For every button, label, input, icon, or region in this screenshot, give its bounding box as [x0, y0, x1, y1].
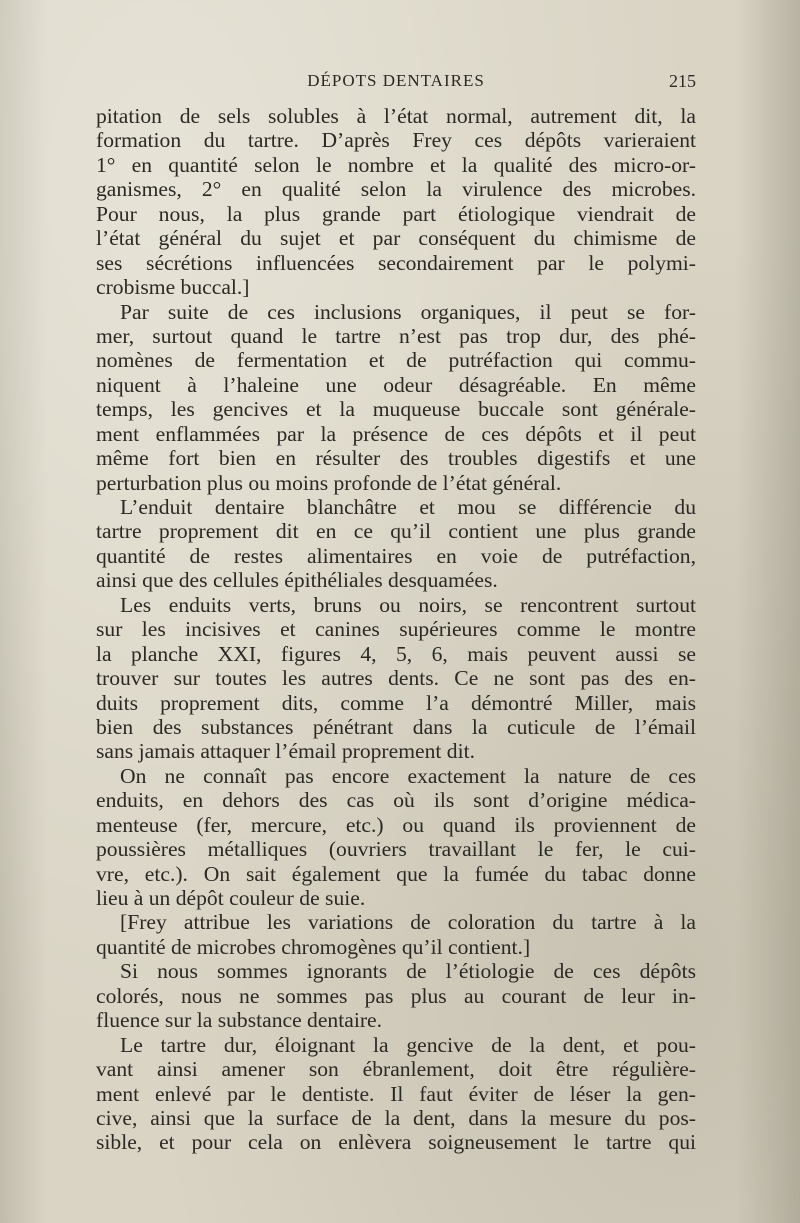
text-line: pitation de sels solubles à l’état normal, autrement dit, la: [96, 104, 696, 128]
text-line: nomènes de fermentation et de putréfaction qui commu-: [96, 348, 696, 373]
text-line: vre, etc.). On sait également que la fumée du tabac donne: [96, 861, 696, 886]
text-line: 1° en quantité selon le nombre et la qualité des micro-or-: [96, 152, 696, 177]
text-line: lieu à un dépôt couleur de suie.: [96, 886, 366, 910]
text-line: perturbation plus ou moins profonde de l’état général.: [96, 470, 562, 495]
running-head: [96, 71, 696, 97]
text-line: sible, et pour cela on enlèvera soigneusement le tartre qui: [96, 1130, 696, 1155]
text-line: ganismes, 2° en qualité selon la virulence des microbes.: [96, 177, 696, 202]
text-line: duits proprement dits, comme l’a démontré Miller, mais: [96, 690, 696, 715]
text-line: On ne connaît pas encore exactement la nature de ces: [120, 763, 696, 788]
text-line: menteuse (fer, mercure, etc.) ou quand ils proviennent de: [96, 812, 696, 837]
text-line: sur les incisives et canines supérieures comme le montre: [96, 617, 696, 642]
text-line: colorés, nous ne sommes pas plus au courant de leur in-: [96, 983, 696, 1008]
text-line: tartre proprement dit en ce qu’il contient une plus grande: [96, 519, 696, 544]
text-line: L’enduit dentaire blanchâtre et mou se différencie du: [120, 495, 696, 519]
text-line: fluence sur la substance dentaire.: [96, 1008, 382, 1033]
text-line: ainsi que des cellules épithéliales desquamées.: [96, 568, 498, 593]
text-line: niquent à l’haleine une odeur désagréable. En même: [96, 372, 696, 397]
text-line: poussières métalliques (ouvriers travaillant le fer, le cui-: [96, 837, 696, 862]
text-line: bien des substances pénétrant dans la cuticule de l’émail: [96, 714, 696, 739]
text-line: même fort bien en résulter des troubles digestifs et une: [96, 446, 696, 471]
text-line: quantité de microbes chromogènes qu’il contient.]: [96, 934, 531, 959]
text-line: Pour nous, la plus grande part étiologique viendrait de: [96, 201, 696, 226]
text-line: Par suite de ces inclusions organiques, il peut se for-: [120, 299, 696, 324]
text-line: ment enflammées par la présence de ces dépôts et il peut: [96, 421, 696, 446]
text-line: Si nous sommes ignorants de l’étiologie de ces dépôts: [120, 959, 696, 984]
text-line: trouver sur toutes les autres dents. Ce ne sont pas des en-: [96, 666, 696, 691]
text-line: ses sécrétions influencées secondairement par le polymi-: [96, 250, 696, 275]
text-line: ment enlevé par le dentiste. Il faut éviter de léser la gen-: [96, 1081, 696, 1106]
text-line: temps, les gencives et la muqueuse buccale sont générale-: [96, 397, 696, 422]
text-line: formation du tartre. D’après Frey ces dépôts varieraient: [96, 128, 696, 153]
text-line: cive, ainsi que la surface de la dent, dans la mesure du pos-: [96, 1105, 696, 1130]
text-line: quantité de restes alimentaires en voie de putréfaction,: [96, 543, 696, 568]
text-line: la planche XXI, figures 4, 5, 6, mais peuvent aussi se: [96, 641, 696, 666]
text-line: mer, surtout quand le tartre n’est pas trop dur, des phé-: [96, 323, 696, 348]
text-line: [Frey attribue les variations de coloration du tartre à la: [120, 910, 696, 935]
text-line: l’état général du sujet et par conséquent du chimisme de: [96, 226, 696, 251]
text-line: sans jamais attaquer l’émail proprement dit.: [96, 739, 475, 764]
text-line: vant ainsi amener son ébranlement, doit être régulière-: [96, 1057, 696, 1082]
text-line: Le tartre dur, éloignant la gencive de la dent, et pou-: [120, 1032, 696, 1057]
body-text: [96, 104, 696, 1155]
running-title: DÉPOTS DENTAIRES: [307, 71, 485, 90]
text-line: Les enduits verts, bruns ou noirs, se rencontrent surtout: [120, 592, 696, 617]
text-line: crobisme buccal.]: [96, 275, 250, 300]
page-number: 215: [669, 71, 696, 91]
text-line: enduits, en dehors des cas où ils sont d’origine médica-: [96, 788, 696, 813]
